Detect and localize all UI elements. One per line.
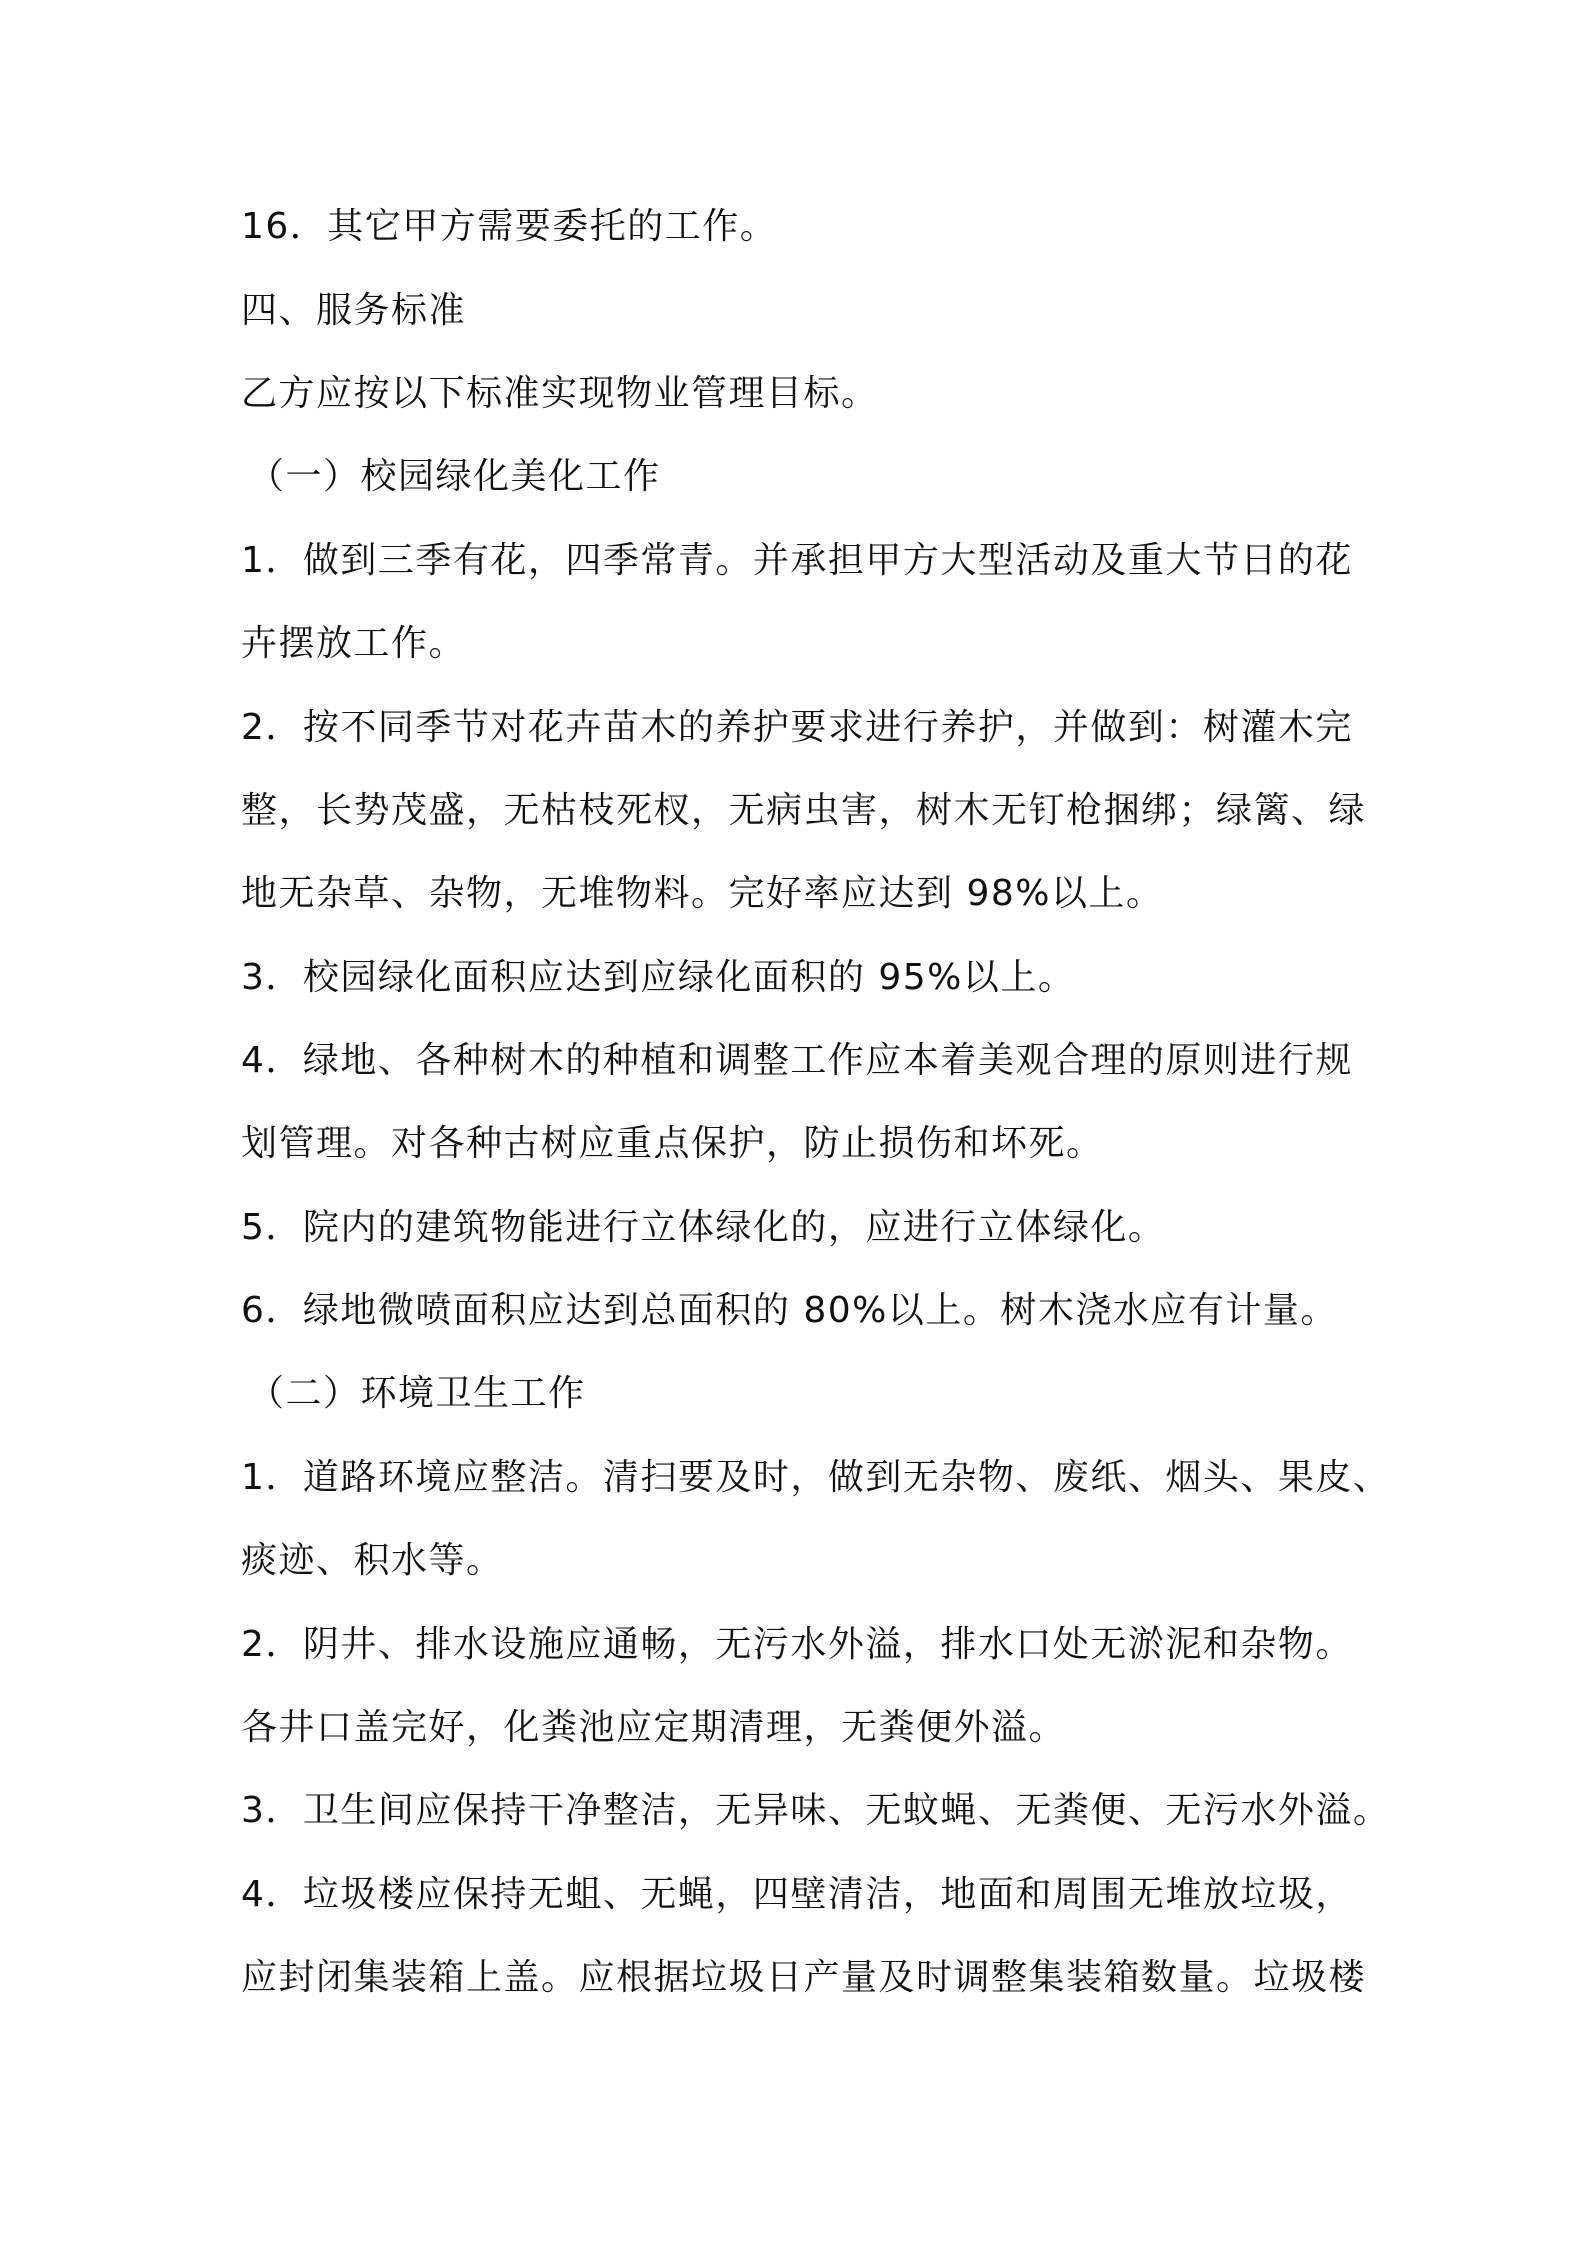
greening-item-4-line-1: 4．绿地、各种树木的种植和调整工作应本着美观合理的原则进行规	[241, 1040, 1353, 1081]
greening-item-1-line-2: 卉摆放工作。	[241, 623, 467, 664]
greening-item-2-line-3: 地无杂草、杂物，无堆物料。完好率应达到 98%以上。	[241, 873, 1164, 914]
greening-item-2-line-2: 整，长势茂盛，无枯枝死杈，无病虫害，树木无钉枪捆绑；绿篱、绿	[241, 790, 1367, 831]
greening-item-1-line-1: 1．做到三季有花，四季常青。并承担甲方大型活动及重大节日的花	[241, 540, 1353, 581]
item-16-text: 16．其它甲方需要委托的工作。	[241, 206, 778, 247]
greening-item-4-line-2: 划管理。对各种古树应重点保护，防止损伤和坏死。	[241, 1123, 1104, 1164]
sanitation-item-1-line-1: 1．道路环境应整洁。清扫要及时，做到无杂物、废纸、烟头、果皮、	[241, 1457, 1391, 1498]
sanitation-item-3: 3．卫生间应保持干净整洁，无异味、无蚊蝇、无粪便、无污水外溢。	[241, 1790, 1391, 1831]
greening-item-5: 5．院内的建筑物能进行立体绿化的，应进行立体绿化。	[241, 1207, 1166, 1248]
greening-item-3: 3．校园绿化面积应达到应绿化面积的 95%以上。	[241, 957, 1076, 998]
greening-item-6: 6．绿地微喷面积应达到总面积的 80%以上。树木浇水应有计量。	[241, 1290, 1338, 1331]
section-heading-service-standards: 四、服务标准	[241, 290, 467, 331]
sanitation-item-4-line-2: 应封闭集装箱上盖。应根据垃圾日产量及时调整集装箱数量。垃圾楼	[241, 1957, 1367, 1998]
subsection-heading-greening: （一）校园绿化美化工作	[248, 456, 661, 497]
sanitation-item-2-line-2: 各井口盖完好，化粪池应定期清理，无粪便外溢。	[241, 1707, 1067, 1748]
greening-item-2-line-1: 2．按不同季节对花卉苗木的养护要求进行养护，并做到：树灌木完	[241, 707, 1353, 748]
subsection-heading-sanitation: （二）环境卫生工作	[248, 1373, 586, 1414]
sanitation-item-4-line-1: 4．垃圾楼应保持无蛆、无蝇，四壁清洁，地面和周围无堆放垃圾，	[241, 1874, 1353, 1915]
sanitation-item-2-line-1: 2．阴井、排水设施应通畅，无污水外溢，排水口处无淤泥和杂物。	[241, 1624, 1353, 1665]
sanitation-item-1-line-2: 痰迹、积水等。	[241, 1540, 504, 1581]
intro-paragraph: 乙方应按以下标准实现物业管理目标。	[241, 373, 879, 414]
